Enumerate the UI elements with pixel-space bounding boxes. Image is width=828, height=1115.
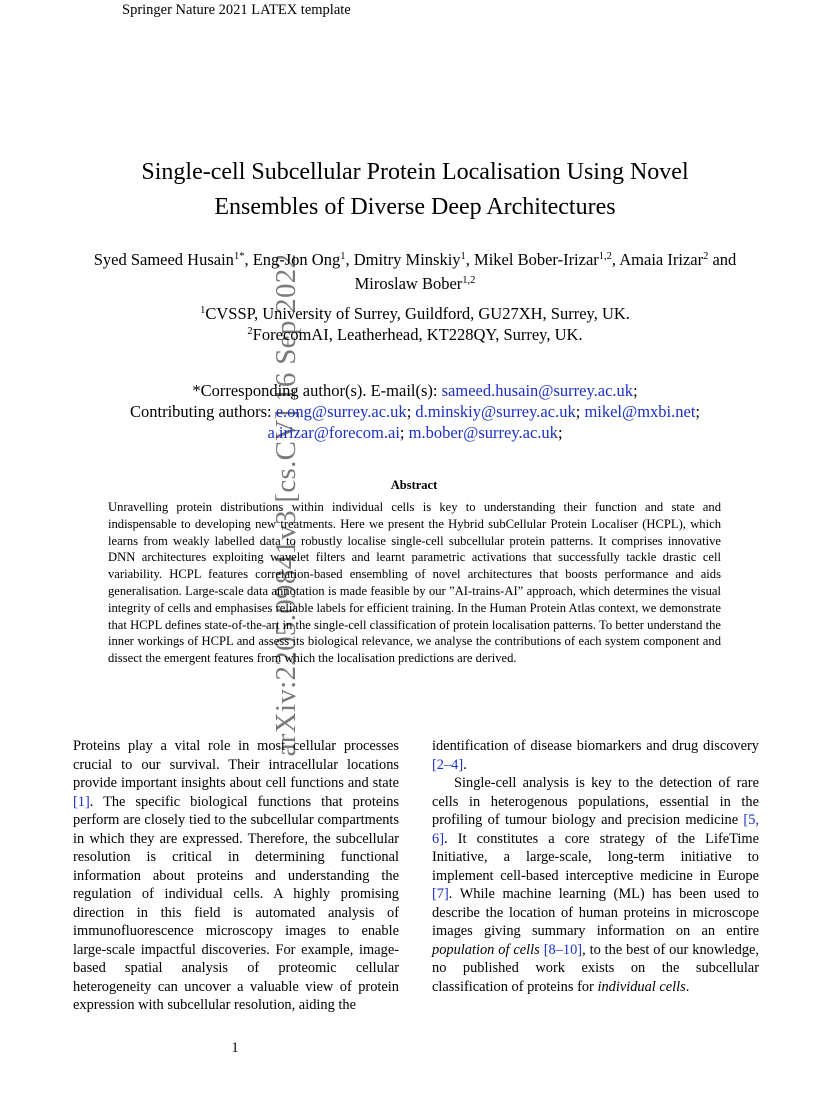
body-text: , to the best of our knowledge, no published work exists on the subcellular classification of proteins for — [432, 941, 759, 995]
author-name: Syed Sameed Husain — [93, 250, 234, 269]
page-number-text: 1 — [231, 1040, 239, 1056]
title-line-2: Ensembles of Diverse Deep Architectures — [214, 194, 616, 220]
separator: ; — [633, 381, 638, 400]
author-affil-sup: 1 — [460, 251, 466, 262]
body-text: . It constitutes a core strategy of the LifeTime Initiative, a large-scale, long-term initiative to implement cell-based interceptive medicine in Europe — [432, 830, 759, 884]
email-link[interactable]: m.bober@surrey.ac.uk — [408, 423, 558, 442]
separator: ; — [695, 402, 701, 421]
email-link[interactable]: sameed.husain@surrey.ac.uk — [441, 381, 634, 400]
citation-link[interactable]: [2–4] — [432, 756, 464, 773]
corresponding-line — [90, 380, 740, 401]
email-link[interactable]: mikel@mxbi.net — [584, 402, 696, 421]
contributing-line-2 — [90, 422, 740, 443]
separator: ; — [575, 402, 581, 421]
body-text: . — [685, 978, 690, 995]
email-link[interactable]: d.minskiy@surrey.ac.uk — [415, 402, 576, 421]
author-affil-sup: 1 — [340, 251, 346, 262]
citation-link[interactable]: [5, 6] — [432, 812, 759, 847]
running-head: Springer Nature 2021 LATEX template — [122, 2, 351, 18]
title-line-1: Single-cell Subcellular Protein Localisation Using Novel — [141, 159, 689, 185]
email-link[interactable]: a.irizar@forecom.ai — [267, 423, 400, 442]
email-link[interactable]: e.ong@surrey.ac.uk — [275, 402, 407, 421]
affiliation-2 — [90, 324, 740, 345]
author-name: , Mikel Bober-Irizar — [465, 250, 599, 269]
affil-text: ForecomAI, Leatherhead, KT228QY, Surrey, UK. — [252, 325, 583, 344]
separator: ; — [557, 423, 563, 442]
affil-sup: 2 — [247, 326, 253, 337]
citation-link[interactable]: [8–10] — [543, 941, 583, 958]
author-list — [90, 248, 740, 296]
body-text: Single-cell analysis is key to the detection of rare cells in heterogenous populations, essential in the profiling of tumour biology and precision medicine — [432, 775, 759, 828]
citation-link[interactable]: [1] — [73, 793, 90, 810]
citation-link[interactable]: [7] — [432, 886, 449, 902]
emphasis-text: individual cells — [597, 978, 686, 995]
contributing-label: Contributing authors: — [129, 402, 276, 421]
body-text: Proteins play a vital role in most cellular processes crucial to our survival. Their intracellular locations provide important insights about cell functions and state — [73, 738, 399, 791]
body-text: . While machine learning (ML) has been used to describe the location of human proteins in microscope images giving summary information on an entire — [432, 886, 759, 939]
page-number — [0, 1040, 470, 1057]
body-column-right — [432, 737, 759, 996]
separator: ; — [399, 423, 405, 442]
body-text: identification of disease biomarkers and drug discovery — [432, 738, 759, 754]
arxiv-identifier[interactable]: arXiv:2205.09841v3 [cs.CV] 16 Sep 2022 — [270, 253, 302, 757]
body-text: . — [463, 756, 467, 773]
correspondence-block — [90, 380, 740, 443]
paper-title — [60, 155, 770, 225]
contributing-line — [90, 401, 740, 422]
affiliations — [90, 303, 740, 345]
author-name: , Dmitry Minskiy — [345, 250, 461, 269]
emphasis-text: population of cells — [432, 941, 540, 958]
author-affil-sup: 2 — [703, 251, 709, 262]
separator: ; — [406, 402, 412, 421]
author-name: , Amaia Irizar — [611, 250, 704, 269]
author-name: , Eng-Jon Ong — [244, 250, 341, 269]
author-affil-sup: 1* — [233, 251, 245, 262]
paragraph — [432, 774, 759, 996]
abstract-heading: Abstract — [390, 478, 438, 492]
abstract-text: Unravelling protein distributions within individual cells is key to understanding their function and state and indispensable to developing new treatments. Here we present the Hybrid subCellular Protein Localiser (HCPL), which learns from weakly labelled data to robustly localise single-cell subcellular protein patterns. It comprises innovative DNN architectures exploiting wavelet filters and learnt parametric activations that successfully tackle drastic cell variability. HCPL features correlation-based ensembling of novel architectures that boosts performance and aids generalisation. Large-scale data annotation is made feasible by our ”AI-trains-AI” approach, which determines the visual integrity of cells and emphasises reliable labels for efficient training. In the Human Protein Atlas context, we demonstrate that HCPL defines state-of-the-art in the single-cell classification of protein localisation patterns. To better understand the inner workings of HCPL and assess its biological relevance, we analyse the contributions of each system component and dissect the emergent features from which the localisation predictions are derived. — [108, 500, 721, 666]
affil-text: CVSSP, University of Surrey, Guildford, GU27XH, Surrey, UK. — [205, 304, 630, 323]
author-affil-sup: 1,2 — [462, 275, 476, 286]
paragraph — [432, 737, 759, 774]
affiliation-1 — [90, 303, 740, 324]
corresponding-label: *Corresponding author(s). E-mail(s): — [192, 381, 442, 400]
paragraph — [73, 737, 399, 1015]
author-affil-sup: 1,2 — [598, 251, 612, 262]
body-column-left — [73, 737, 399, 1015]
body-text: . The specific biological functions that proteins perform are closely tied to the subcellular compartments in which they are expressed. Therefore, the subcellular resolution is critical in determining functional information about proteins and understanding the regulation of individual cells. A highly promising direction in this field is automated analysis of immunofluorescence microscopy images to enable large-scale impactful discoveries. For example, image-based spatial analysis of proteomic cellular heterogeneity can uncover a valuable view of protein expression with subcellular resolution, aiding the — [73, 793, 399, 1013]
author-name: and Miroslaw Bober — [354, 250, 737, 293]
affil-sup: 1 — [200, 305, 206, 316]
